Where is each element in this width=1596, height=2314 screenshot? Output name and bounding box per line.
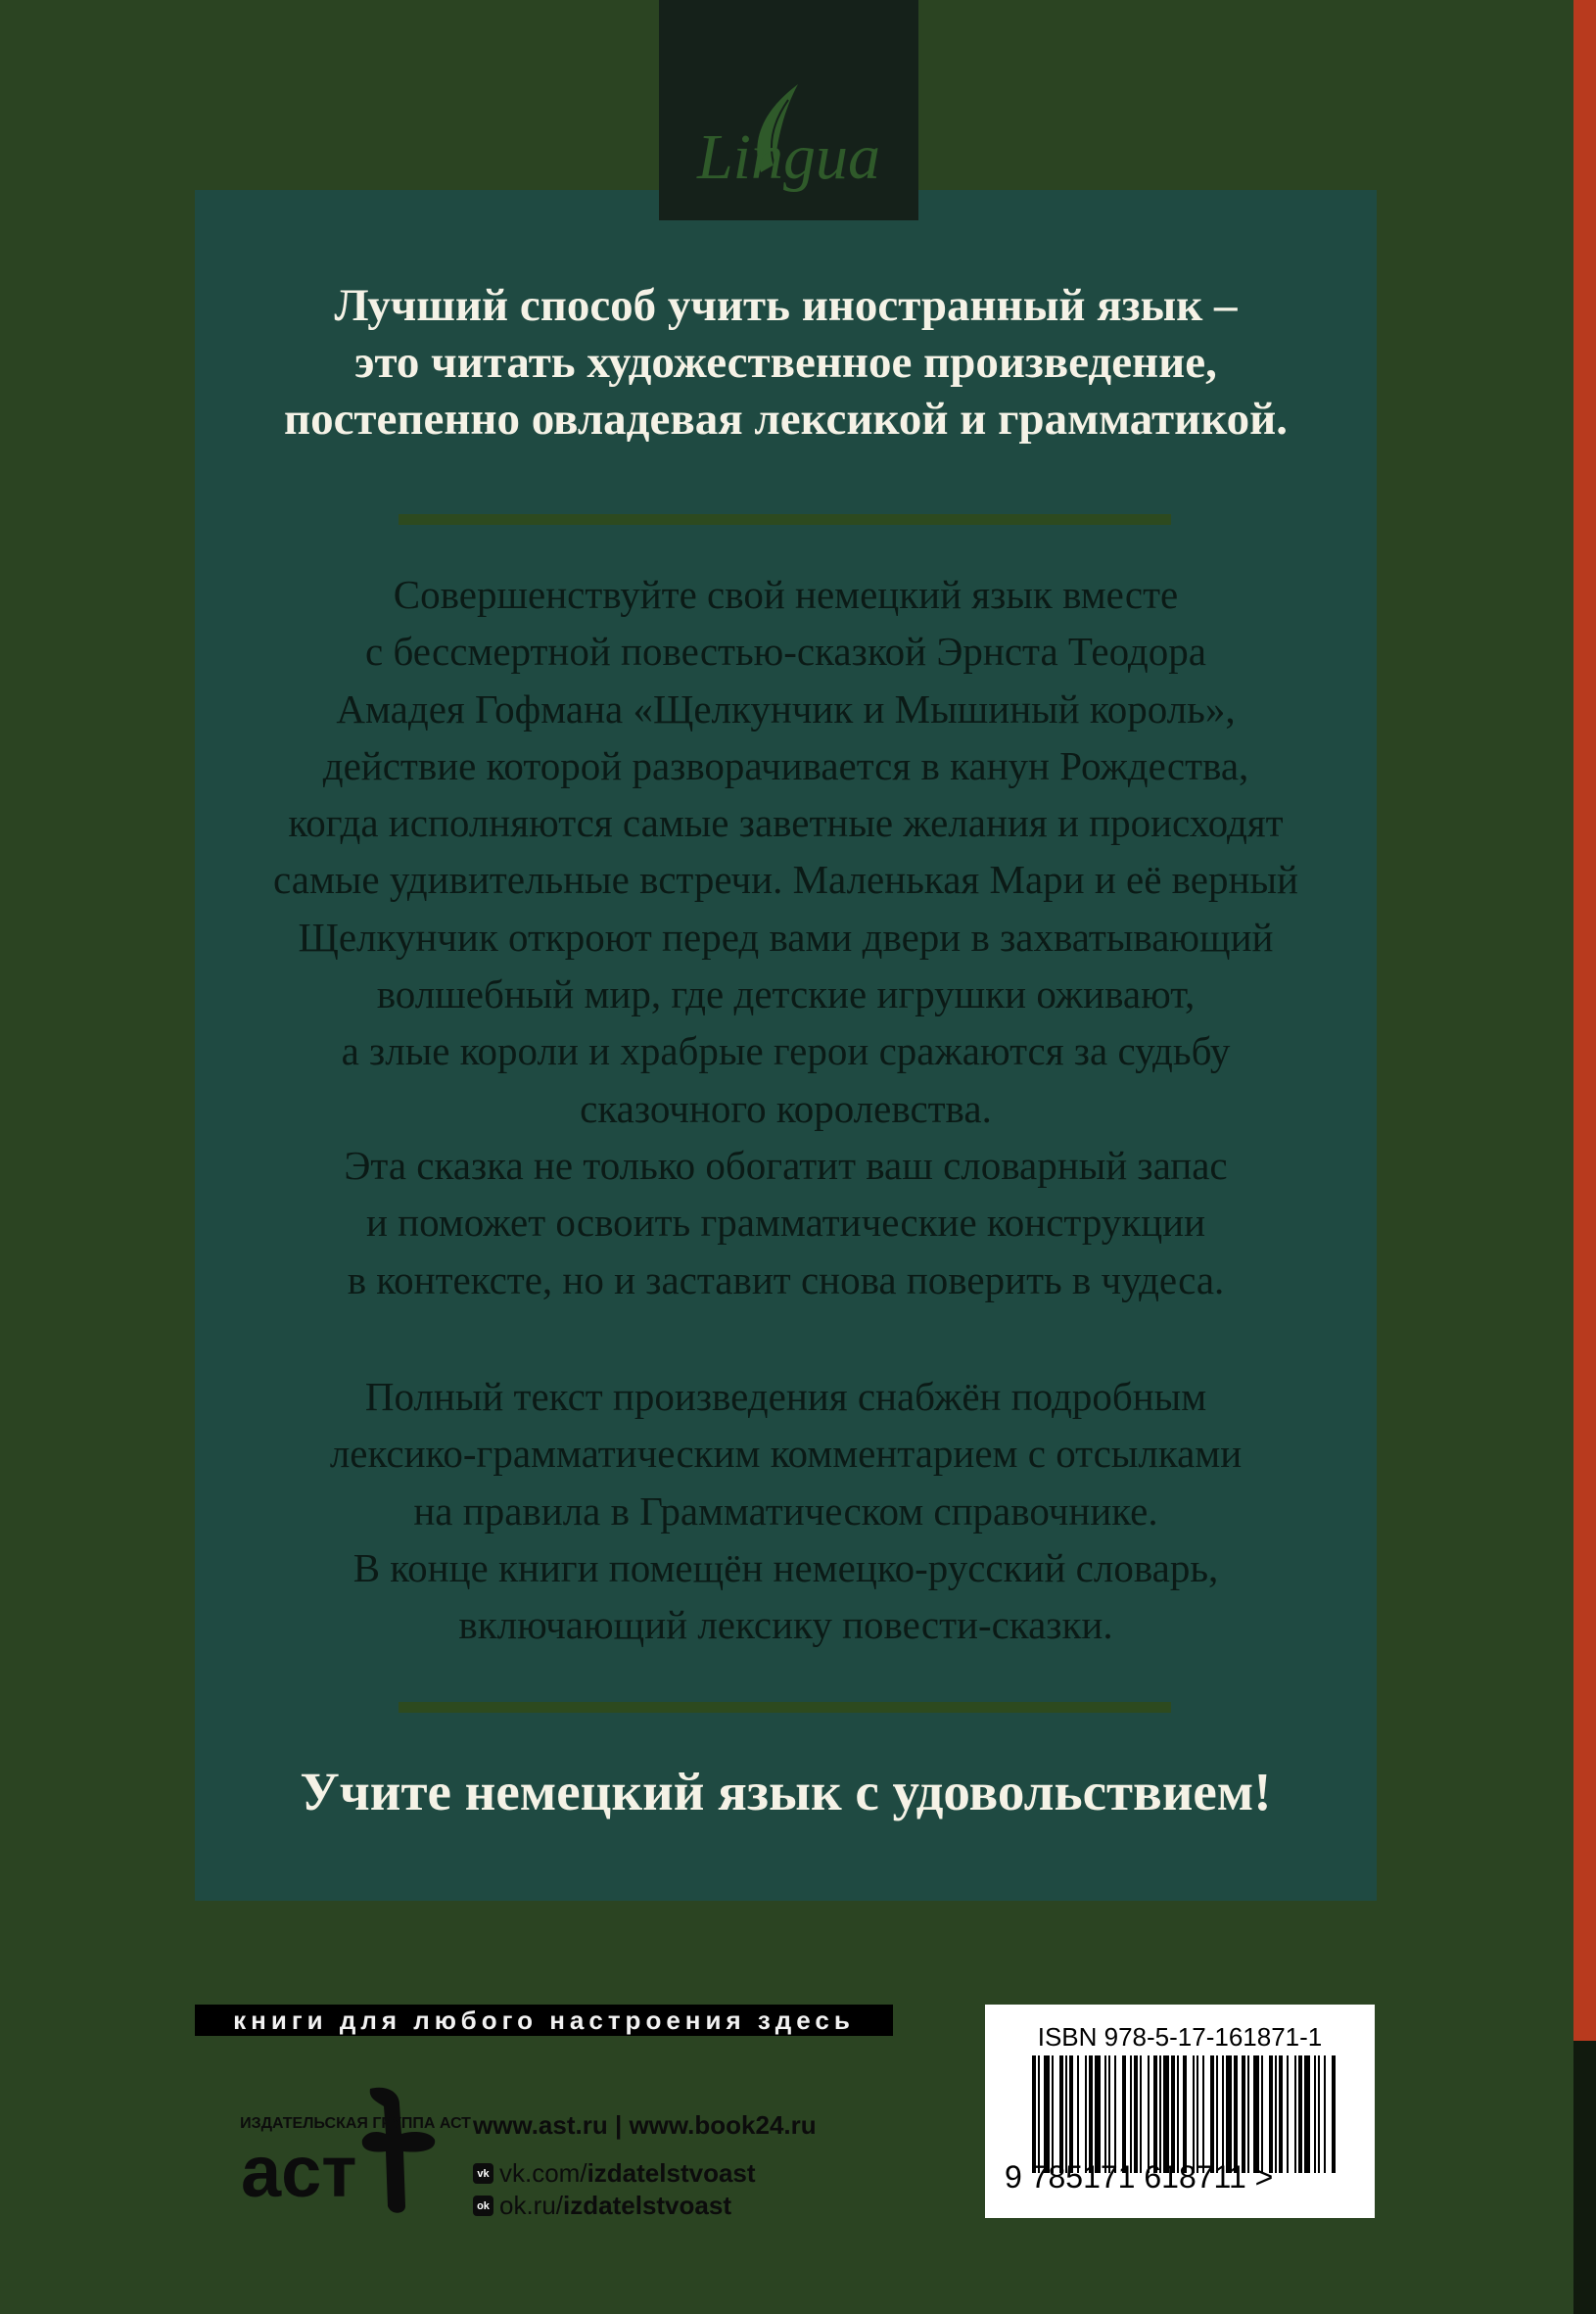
- text-line: волшебный мир, где детские игрушки оживают,: [376, 971, 1196, 1017]
- barcode-bar: [1298, 2055, 1302, 2173]
- lingua-logo-tab: [659, 0, 918, 220]
- barcode-bar: [1202, 2055, 1204, 2173]
- barcode-bar: [1275, 2055, 1277, 2173]
- barcode-bar: [1279, 2055, 1283, 2173]
- barcode-bar: [1059, 2055, 1063, 2173]
- barcode-bar: [1210, 2055, 1214, 2173]
- barcode-bar: [1183, 2055, 1187, 2173]
- barcode-bar: [1193, 2055, 1195, 2173]
- text-line: В конце книги помещён немецко-русский словарь,: [352, 1544, 1219, 1590]
- barcode-bar: [1332, 2055, 1336, 2173]
- lead-line: Лучший способ учить иностранный язык –: [334, 280, 1238, 331]
- barcode-bar: [1130, 2055, 1132, 2173]
- publisher-links: [473, 2110, 817, 2223]
- text-line: а злые короли и храбрые герои сражаются за судьбу: [341, 1028, 1231, 1074]
- barcode-bar: [1159, 2055, 1161, 2173]
- barcode-bar: [1044, 2055, 1050, 2173]
- ok-prefix: ok.ru/: [499, 2191, 564, 2220]
- vk-handle: izdatelstvoast: [587, 2158, 756, 2188]
- barcode-bar: [1140, 2055, 1142, 2173]
- ast-logo: [213, 2081, 497, 2228]
- text-line: когда исполняются самые заветные желания и происходят: [288, 800, 1284, 846]
- barcode-bar: [1247, 2055, 1249, 2173]
- barcode-bar: [1089, 2055, 1093, 2173]
- lead-line: это читать художественное произведение,: [354, 337, 1217, 388]
- text-line: Эта сказка не только обогатит ваш словарный запас: [344, 1142, 1228, 1188]
- barcode-bar: [1177, 2055, 1179, 2173]
- description-paragraph-1: [195, 566, 1377, 1308]
- publisher-name: ИЗДАТЕЛЬСКАЯ ГРУППА АСТ: [240, 2115, 471, 2132]
- text-line: с бессмертной повестью-сказкой Эрнста Теодора: [365, 629, 1206, 675]
- text-line: сказочного королевства.: [580, 1085, 992, 1131]
- lead-text: [195, 277, 1377, 448]
- barcode-bar: [1085, 2055, 1087, 2173]
- barcode-bar: [1294, 2055, 1296, 2173]
- barcode-bar: [1065, 2055, 1067, 2173]
- barcode-bar: [1104, 2055, 1106, 2173]
- barcode-bar: [1216, 2055, 1218, 2173]
- isbn-label: ISBN 978-5-17-161871-1: [1037, 2022, 1323, 2052]
- spine-stripe-bottom: [1573, 2041, 1596, 2314]
- barcode-bar: [1163, 2055, 1169, 2173]
- barcode-bar: [1222, 2055, 1224, 2173]
- barcode-bar: [1269, 2055, 1273, 2173]
- barcode-bar: [1304, 2055, 1310, 2173]
- spine-stripe: [1573, 0, 1596, 2041]
- barcode-bar: [1069, 2055, 1073, 2173]
- text-line: на правила в Грамматическом справочнике.: [413, 1488, 1158, 1534]
- barcode-bar: [1122, 2055, 1126, 2173]
- text-line: действие которой разворачивается в канун Рождества,: [322, 742, 1249, 788]
- vk-prefix: vk.com/: [499, 2158, 587, 2188]
- website-links[interactable]: www.ast.ru | www.book24.ru: [473, 2110, 817, 2140]
- ok-link[interactable]: [473, 2191, 817, 2221]
- barcode-bar: [1242, 2055, 1245, 2173]
- divider-bottom: [399, 1702, 1171, 1713]
- barcode-bar: [1171, 2055, 1175, 2173]
- barcode-bar: [1108, 2055, 1110, 2173]
- barcode-bar: [1038, 2055, 1040, 2173]
- description-paragraph-2: [195, 1368, 1377, 1653]
- barcode-bar: [1052, 2055, 1054, 2173]
- barcode-bar: [1314, 2055, 1316, 2173]
- barcode-bar: [1095, 2055, 1101, 2173]
- barcode-bar: [1287, 2055, 1289, 2173]
- text-line: включающий лексику повести-сказки.: [458, 1602, 1113, 1648]
- barcode-bar: [1226, 2055, 1232, 2173]
- barcode-bar: [1253, 2055, 1259, 2173]
- barcode-bar: [1318, 2055, 1320, 2173]
- vk-icon: vk: [473, 2163, 493, 2184]
- text-line: Амадея Гофмана «Щелкунчик и Мышиный король»,: [336, 685, 1236, 732]
- text-line: и поможет освоить грамматические конструкции: [365, 1200, 1206, 1246]
- barcode-bar: [1134, 2055, 1138, 2173]
- barcode-bar: [1114, 2055, 1116, 2173]
- text-line: самые удивительные встречи. Маленькая Мари и её верный: [273, 857, 1298, 903]
- vk-link[interactable]: [473, 2158, 817, 2189]
- divider-top: [399, 514, 1171, 525]
- barcode-bar: [1032, 2055, 1036, 2173]
- text-line: Совершенствуйте свой немецкий язык вместе: [393, 572, 1179, 617]
- barcode-bar: [1148, 2055, 1150, 2173]
- text-line: в контексте, но и заставит снова поверить в чудеса.: [347, 1256, 1225, 1302]
- ast-logo-text: аст: [241, 2131, 357, 2212]
- closing-slogan: Учите немецкий язык с удовольствием!: [300, 1762, 1272, 1821]
- ok-handle: izdatelstvoast: [563, 2191, 731, 2220]
- barcode: [1032, 2055, 1338, 2173]
- tagline-banner: книги для любого настроения здесь: [195, 2005, 893, 2036]
- text-line: Щелкунчик откроют перед вами двери в захватывающий: [298, 914, 1274, 960]
- barcode-box: [985, 2005, 1375, 2218]
- lead-line: постепенно овладевая лексикой и грамматикой.: [283, 394, 1289, 445]
- barcode-bar: [1197, 2055, 1198, 2173]
- ok-icon: ok: [473, 2196, 493, 2216]
- barcode-bar: [1077, 2055, 1079, 2173]
- text-line: лексико-грамматическим комментарием с отсылками: [329, 1431, 1243, 1477]
- text-line: Полный текст произведения снабжён подробным: [364, 1374, 1207, 1419]
- barcode-bar: [1324, 2055, 1326, 2173]
- barcode-digits: 9 785171 618711 >: [1005, 2159, 1274, 2195]
- lingua-logo-text: Lingua: [696, 121, 881, 193]
- barcode-bar: [1153, 2055, 1157, 2173]
- barcode-bar: [1261, 2055, 1263, 2173]
- barcode-bar: [1234, 2055, 1238, 2173]
